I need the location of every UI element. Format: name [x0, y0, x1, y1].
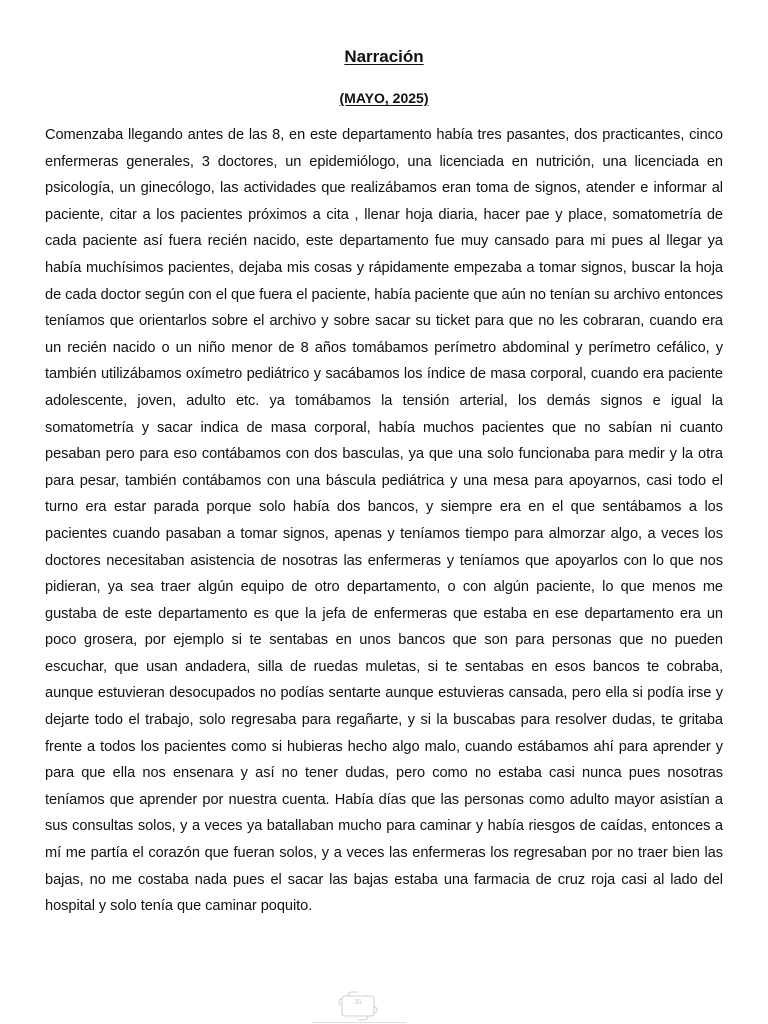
document-title: Narración: [344, 47, 424, 66]
narrative-paragraph: Comenzaba llegando antes de las 8, en este departamento había tres pasantes, dos practicantes, cinco enfermeras generales, 3 doctores, un epidemiólogo, una licenciada en nutrición, una licenciada en psicología, un ginecólogo, las actividades que realizábamos eran toma de signos, atender e informar al paciente, citar a los pacientes próximos a cita , llenar hoja diaria, hacer pae y place, somatometría de cada paciente así fuera recién nacido, este departamento fue muy cansado para mi pues al llegar ya había muchísimos pacientes, dejaba mis cosas y rápidamente empezaba a tomar signos, buscar la hoja de cada doctor según con el que fuera el paciente, había paciente que aún no tenían su archivo entonces teníamos que orientarlos sobre el archivo y sobre sacar su ticket para que no les cobraran, cuando era un recién nacido o un niño menor de 8 años tomábamos perímetro abdominal y perímetro cefálico, y también utilizábamos oxímetro pediátrico y sacábamos los índice de masa corporal, cuando era paciente adolescente, joven, adulto etc. ya tomábamos la tensión arterial, los demás signos e igual la somatometría y sacar indica de masa corporal, había muchos pacientes que no sabían ni cuanto pesaban pero para eso contábamos con dos basculas, ya que una solo funcionaba para medir y la otra para pesar, también contábamos con una báscula pediátrica y una mesa para apoyarnos, casi todo el turno era estar parada porque solo había dos bancos, y siempre era en el que sentábamos a los pacientes cuando pasaban a tomar signos, apenas y teníamos tiempo para almorzar algo, a veces los doctores necesitaban asistencia de nosotras las enfermeras y teníamos que apoyarlos con lo que nos pidieran, ya sea traer algún equipo de otro departamento, o con algún paciente, lo que menos me gustaba de este departamento es que la jefa de enfermeras que estaba en ese departamento era un poco grosera, por ejemplo si te sentabas en unos bancos que son para personas que no pueden escuchar, que usan andadera, silla de ruedas muletas, si te sentabas en esos bancos te cobraba, aunque estuvieran desocupados no podías sentarte aunque estuvieras cansada, pero ella si podía irse y dejarte todo el trabajo, solo regresaba para regañarte, y si la buscabas para resolver dudas, te gritaba frente a todos los pacientes como si hubieras hecho algo malo, cuando estábamos ahí para aprender y para que ella nos ensenara y así no tener dudas, pero como no estaba casi nunca pues nosotras teníamos que aprender por nuestra cuenta. Había días que las personas como adulto mayor asistían a sus consultas solos, y a veces ya batallaban mucho para caminar y había riesgos de caídas, entonces a mí me partía el corazón que fueran solos, y a veces las enfermeras los regresaban por no traer bien las bajas, no me costaba nada pues el sacar las bajas estaba una farmacia de cruz roja casi al lado del hospital y solo tenía que caminar poquito.: [45, 127, 724, 915]
page-footer: [336, 988, 380, 1022]
page-number: 35: [354, 998, 362, 1006]
document-date: (MAYO, 2025): [339, 90, 429, 106]
footer-divider: [312, 1022, 406, 1023]
